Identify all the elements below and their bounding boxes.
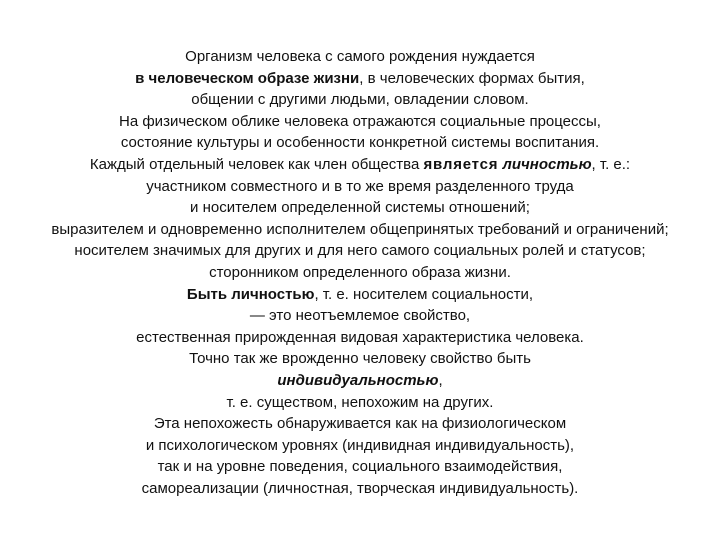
- text-line: носителем значимых для других и для него самого социальных ролей и статусов;: [74, 242, 646, 260]
- text-line: общении с другими людьми, овладении словом.: [191, 91, 529, 109]
- text-line: сторонником определенного образа жизни.: [209, 263, 511, 281]
- text-fragment: Каждый отдельный человек как член общества: [89, 155, 424, 173]
- text-line: выразителем и одновременно исполнителем общепринятых требований и ограничений;: [51, 220, 669, 238]
- bold-phrase: Быть личностью: [186, 285, 315, 303]
- text-line: [0, 154, 720, 176]
- text-line: т. е. существом, непохожим на других.: [226, 393, 494, 411]
- bold-phrase: в человеческом образе жизни: [135, 69, 360, 87]
- text-fragment: ,: [438, 371, 443, 389]
- bold-italic-phrase: индивидуальностью: [277, 371, 439, 389]
- text-line: так и на уровне поведения, социального взаимодействия,: [157, 458, 563, 476]
- text-line: На физическом облике человека отражаются социальные процессы,: [119, 112, 601, 130]
- text-line: [0, 370, 720, 392]
- text-fragment: , в человеческих формах бытия,: [359, 69, 585, 87]
- text-line: самореализации (личностная, творческая индивидуальность).: [141, 479, 579, 497]
- text-line: естественная прирожденная видовая характеристика человека.: [136, 328, 584, 346]
- text-line: и носителем определенной системы отношений;: [190, 199, 530, 217]
- text-line: Эта непохожесть обнаруживается как на физиологическом: [153, 415, 567, 433]
- text-line: Точно так же врожденно человеку свойство быть: [189, 350, 531, 368]
- text-line: Организм человека с самого рождения нуждается: [185, 48, 535, 65]
- text-block: [0, 46, 720, 499]
- text-line: состояние культуры и особенности конкретной системы воспитания.: [120, 134, 600, 152]
- bold-italic-phrase: личностью: [502, 155, 592, 173]
- text-line: [0, 284, 720, 306]
- text-line: [0, 68, 720, 90]
- text-fragment: , т. е. носителем социальности,: [314, 285, 534, 303]
- text-fragment: , т. е.:: [591, 155, 631, 173]
- bold-phrase: является: [423, 155, 499, 173]
- text-line: участником совместного и в то же время разделенного труда: [146, 177, 574, 195]
- text-line: и психологическом уровнях (индивидная индивидуальность),: [145, 436, 575, 454]
- text-line: — это неотъемлемое свойство,: [249, 307, 471, 325]
